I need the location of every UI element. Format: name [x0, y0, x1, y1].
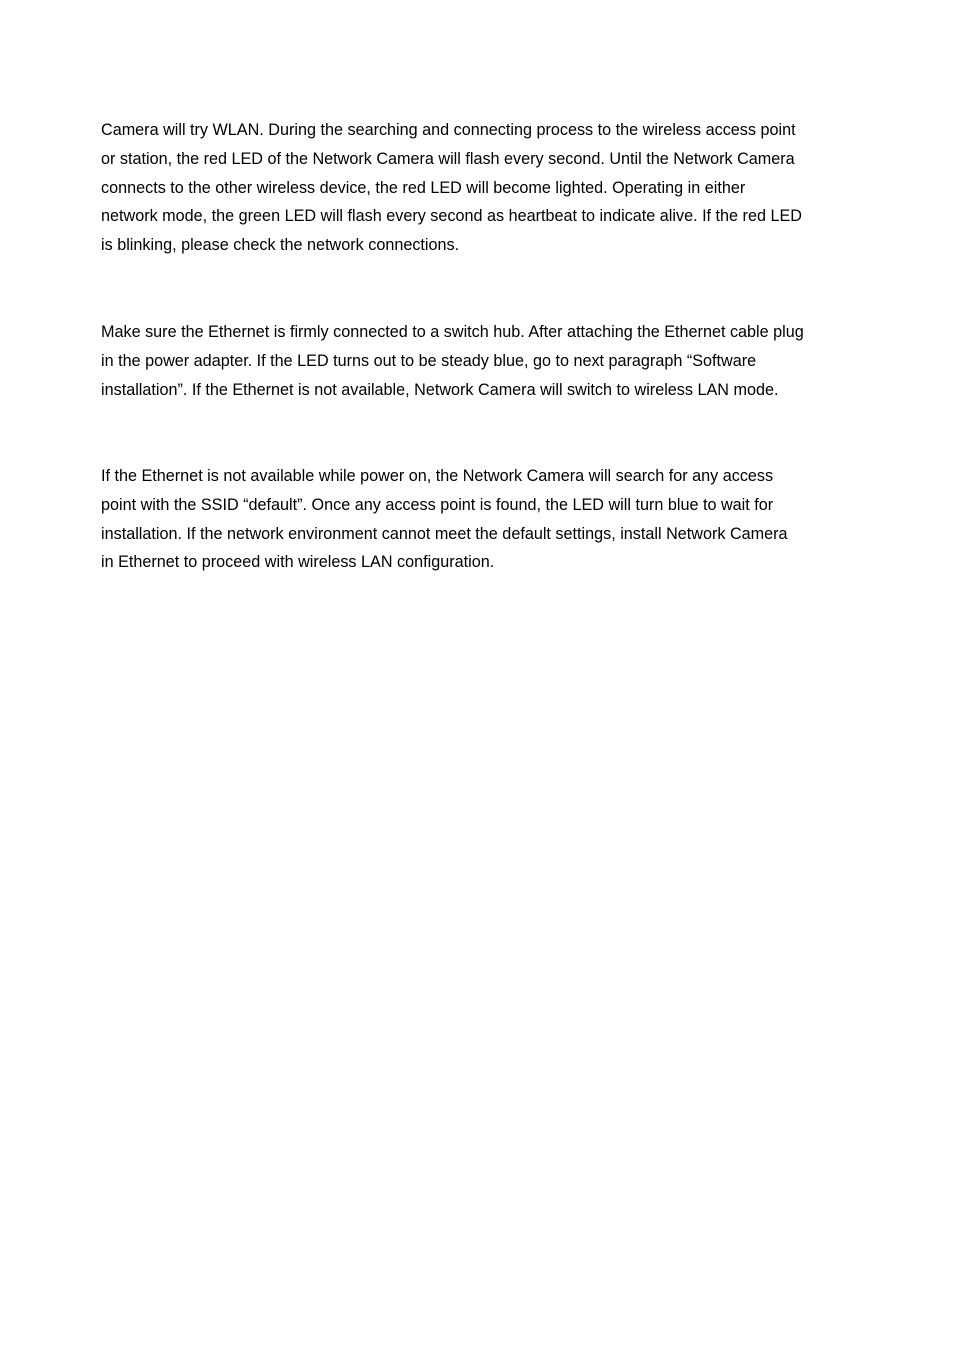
- paragraph-line: If the Ethernet is not available while power on, the Network Camera will search for any access: [101, 467, 774, 485]
- paragraph-line: or station, the red LED of the Network Camera will flash every second. Until the Network Camera: [101, 149, 795, 168]
- paragraph-wireless-default-ssid: [101, 462, 867, 577]
- paragraph-line: connects to the other wireless device, the red LED will become lighted. Operating in either: [101, 178, 746, 197]
- paragraph-line: in the power adapter. If the LED turns out to be steady blue, go to next paragraph “Software: [101, 351, 757, 370]
- paragraph-line: installation”. If the Ethernet is not available, Network Camera will switch to wireless LAN mode.: [101, 380, 779, 399]
- paragraph-line: network mode, the green LED will flash every second as heartbeat to indicate alive. If the red LED: [101, 207, 802, 226]
- paragraph-line: in Ethernet to proceed with wireless LAN configuration.: [101, 553, 495, 572]
- paragraph-line: is blinking, please check the network connections.: [101, 236, 460, 254]
- paragraph-line: point with the SSID “default”. Once any access point is found, the LED will turn blue to wait for: [101, 495, 774, 514]
- paragraph-line: Camera will try WLAN. During the searching and connecting process to the wireless access point: [101, 121, 796, 139]
- paragraph-ethernet-setup: [101, 318, 867, 404]
- paragraph-line: Make sure the Ethernet is firmly connected to a switch hub. After attaching the Ethernet cable plug: [101, 323, 804, 341]
- paragraph-line: installation. If the network environment cannot meet the default settings, install Network Camera: [101, 524, 788, 543]
- paragraph-wlan-led-status: [101, 116, 867, 260]
